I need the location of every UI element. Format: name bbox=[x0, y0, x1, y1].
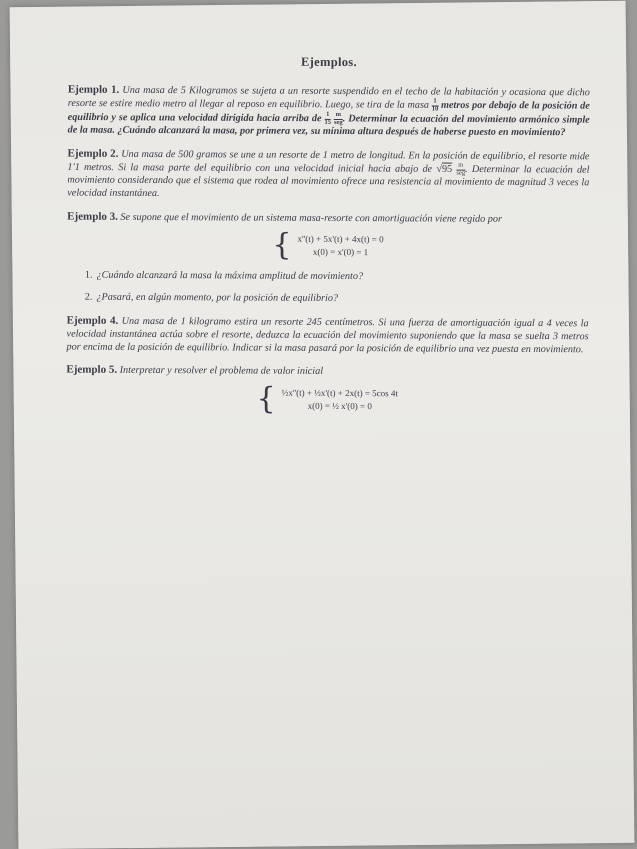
example-5-label: Ejemplo 5. bbox=[66, 363, 118, 376]
example-1-unit: $\frac{m}{\text{seg}}$ bbox=[333, 111, 343, 126]
example-5 bbox=[66, 364, 588, 380]
example-5-equation-1: ½x''(t) + ½x'(t) + 2x(t) = 5cos 4t bbox=[281, 387, 398, 399]
example-2-text-a: Una masa de 500 gramos se une a un resorte de 1 metro de longitud. En la posición de equilibrio, el resorte mide 1'1 metros. Si la masa parte del equilibrio con una velocidad inicial hacia abajo de bbox=[67, 148, 590, 176]
example-1-fraction-distance: $\frac{1}{10}$ bbox=[431, 97, 439, 113]
document-content bbox=[66, 53, 590, 426]
example-3 bbox=[67, 210, 589, 226]
example-4-label: Ejemplo 4. bbox=[66, 314, 119, 328]
example-3-system bbox=[67, 227, 589, 263]
example-3-question-2: 2. ¿Pasará, en algún momento, por la posición de equilibrio? bbox=[84, 291, 339, 304]
example-2-text-b: . Determinar la ecuación del movimiento considerando que el sistema que rodea al movimiento ofrece una resistencia al movimiento de magnitud 3 veces la velocidad instantánea. bbox=[67, 164, 590, 200]
example-3-equation-2: x(0) = x'(0) = 1 bbox=[312, 247, 369, 258]
paper-sheet bbox=[10, 1, 635, 849]
example-5-text: Interpretar y resolver el problema de valor inicial bbox=[119, 364, 324, 378]
example-3-text: Se supone que el movimiento de un sistema masa-resorte con amortiguación viene regido por bbox=[120, 211, 502, 225]
example-1-fraction-velocity: $\frac{1}{15}$ bbox=[324, 111, 332, 126]
example-4-text: Una masa de 1 kilogramo estira un resorte 245 centímetros. Si una fuerza de amortiguación igual a 4 veces la velocidad instantánea actúa sobre el resorte, deduzca la ecuación del movimiento suponiendo que la masa se suelta 3 metros por encima de la posición de equilibrio. Indicar si la masa pasará por la posición de equilibrio una vez puesta en movimiento. bbox=[66, 316, 589, 355]
example-3-equation-1: x''(t) + 5x'(t) + 4x(t) = 0 bbox=[297, 233, 384, 245]
example-5-equation-2: x(0) = ½ x'(0) = 0 bbox=[307, 400, 372, 411]
example-1-label: Ejemplo 1. bbox=[67, 83, 120, 96]
example-2-unit: $\frac{m}{\text{seg}}$ bbox=[456, 161, 466, 177]
example-5-system bbox=[66, 383, 588, 416]
example-2-sqrt-symbol: √ bbox=[436, 164, 442, 176]
example-3-label: Ejemplo 3. bbox=[67, 210, 118, 223]
left-brace: { bbox=[256, 381, 276, 417]
page-title: Ejemplos. bbox=[301, 54, 357, 70]
example-1 bbox=[68, 83, 590, 140]
left-brace: { bbox=[272, 227, 292, 263]
example-2-label: Ejemplo 2. bbox=[67, 147, 119, 160]
example-1-text-c: . Determinar la ecuación del movimiento armónico simple de la masa. ¿Cuándo alcanzará la masa, por primera vez, su mínima altura después de haberse puesto en movimiento? bbox=[67, 113, 590, 139]
example-1-text-a: Una masa de 5 Kilogramos se sujeta a un resorte suspendido en el techo de la habitación y ocasiona que dicho resorte se estire medio metro al llegar al reposo en equilibrio. Luego, se tira de la masa bbox=[67, 84, 590, 111]
example-2-sqrt-argument: 95 bbox=[441, 164, 453, 176]
example-2 bbox=[67, 147, 589, 203]
example-4 bbox=[66, 315, 588, 357]
example-3-question-1: 1. ¿Cuándo alcanzará la masa la máxima amplitud de movimiento? bbox=[84, 269, 364, 283]
example-1-text-b: metros por debajo de la posición de equilibrio y se aplica una velocidad dirigida hacia arriba de bbox=[67, 100, 590, 125]
